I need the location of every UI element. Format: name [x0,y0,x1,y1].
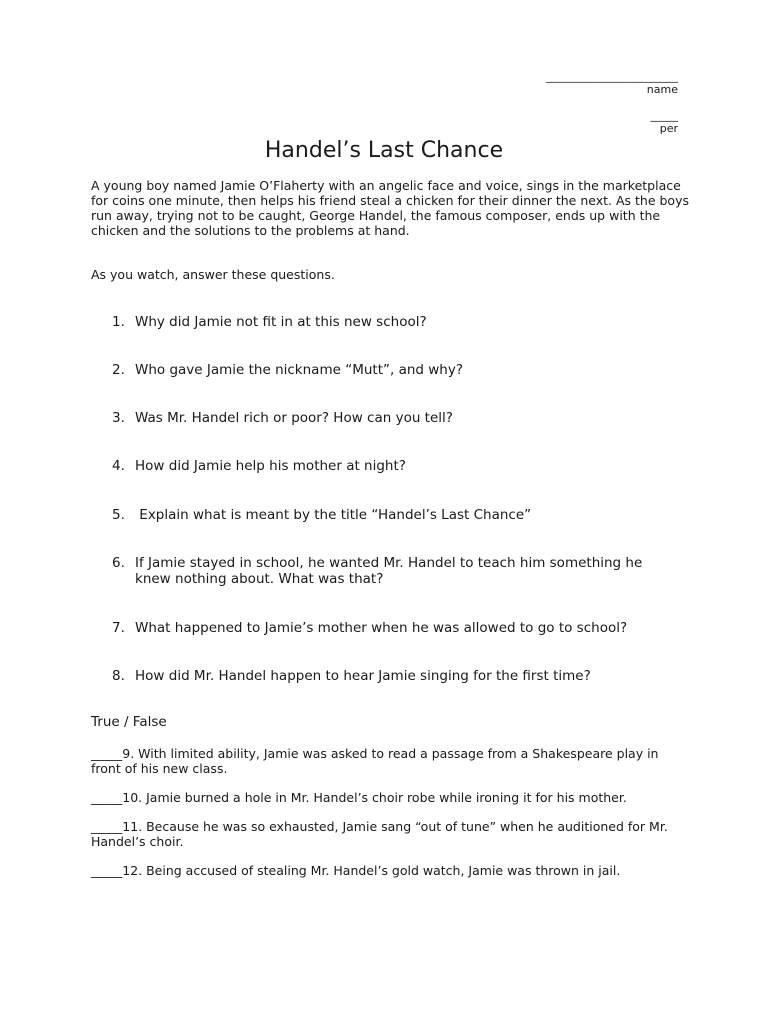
question-number: 4. [112,458,125,474]
question-number: 5. [112,507,125,523]
question-number: 6. [112,555,125,571]
question-text: How did Jamie help his mother at night? [135,458,406,474]
question-item [112,668,682,684]
question-item [112,555,682,587]
true-false-item: _____11. Because he was so exhausted, Jamie sang “out of tune” when he auditioned for Mr. Handel’s choir. [91,819,668,849]
question-item [112,507,682,523]
question-text: Was Mr. Handel rich or poor? How can you tell? [135,410,453,426]
question-text: If Jamie stayed in school, he wanted Mr. Handel to teach him something he knew nothing about. What was that? [135,555,643,587]
question-number: 7. [112,620,125,636]
question-item [112,410,682,426]
question-text: Why did Jamie not fit in at this new school? [135,314,427,330]
name-label: name [646,83,678,96]
question-text: Explain what is meant by the title “Handel’s Last Chance” [135,507,532,523]
question-number: 3. [112,410,125,426]
period-label: per [659,122,678,135]
question-item [112,620,682,636]
question-text: What happened to Jamie’s mother when he was allowed to go to school? [135,620,628,636]
true-false-item: _____12. Being accused of stealing Mr. Handel’s gold watch, Jamie was thrown in jail. [91,863,621,878]
intro-paragraph: A young boy named Jamie O’Flaherty with an angelic face and voice, sings in the marketplace for coins one minute, then helps his friend steal a chicken for their dinner the next. As the boys run away, trying not to be caught, George Handel, the famous composer, ends up with the chicken and the solutions to the problems at hand. [91,178,689,238]
question-item [112,314,682,330]
student-info-header [546,70,678,135]
question-number: 1. [112,314,125,330]
worksheet-title: Handel’s Last Chance [264,138,504,163]
name-blank-line[interactable]: ________________________ [546,70,678,83]
period-blank-line[interactable]: _____ [650,109,678,122]
true-false-item: _____10. Jamie burned a hole in Mr. Handel’s choir robe while ironing it for his mother. [91,790,627,805]
question-number: 2. [112,362,125,378]
instruction-text: As you watch, answer these questions. [91,267,335,282]
question-item [112,458,682,474]
true-false-heading: True / False [91,714,167,730]
question-text: Who gave Jamie the nickname “Mutt”, and why? [135,362,464,378]
question-item [112,362,682,378]
true-false-item: _____9. With limited ability, Jamie was asked to read a passage from a Shakespeare play in front of his new class. [91,746,659,776]
question-text: How did Mr. Handel happen to hear Jamie singing for the first time? [135,668,591,684]
question-number: 8. [112,668,125,684]
